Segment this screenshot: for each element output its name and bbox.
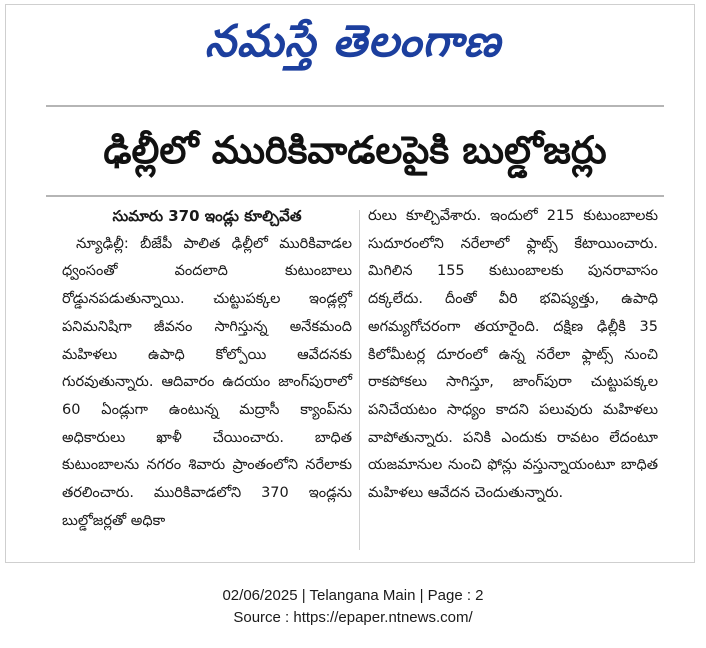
source-link[interactable]: Source : https://epaper.ntnews.com/ [233, 609, 473, 626]
headline-divider [46, 195, 664, 197]
top-divider [46, 105, 664, 107]
article-headline: ఢిల్లీలో మురికివాడలపైకి బుల్డోజర్లు [103, 128, 607, 172]
article-subheading: సుమారు 370 ఇండ్లు కూల్చివేత [112, 207, 302, 225]
article-body-right: రులు కూల్చివేశారు. ఇందులో 215 కుటుంబాలకు సుదూరంలోని నరేలాలో ఫ్లాట్స్ కేటాయించారు. మిగిలిన 155 కుటుంబాలకు పునరావాసం దక్కలేదు. దీంతో వీరి భవిష్యత్తు, ఉపాధి అగమ్యగోచరంగా తయారైంది. దక్షిణ ఢిల్లీకి 35 కిలోమీటర్ల దూరంలో ఉన్న నరేలా ఫ్లాట్స్ నుంచి రాకపోకలు సాగిస్తూ, జాంగ్‌పురా చుట్టుపక్కల పనిచేయటం సాధ్యం కాదని పలువురు మహిళలు వాపోతున్నారు. పనికి ఎందుకు రావటం లేదంటూ యజమానుల నుంచి ఫోన్లు వస్తున్నాయంటూ బాధిత మహిళలు ఆవేదన చెందుతున్నారు. [368, 208, 658, 502]
column-divider [359, 210, 360, 550]
edition-info: 02/06/2025 | Telangana Main | Page : 2 [222, 587, 484, 604]
article-column-right [368, 203, 658, 508]
clipping-footer [0, 585, 706, 629]
article-body-left: న్యూఢిల్లీ: బీజేపీ పాలిత ఢిల్లీలో మురికివాడల ధ్వంసంతో వందలాది కుటుంబాలు రోడ్డునపడుతున్నాయి. చుట్టుపక్కల ఇండ్లల్లో పనిమనిషిగా జీవనం సాగిస్తున్న అనేకమంది మహిళలు ఉపాధి కోల్పోయి ఆవేదనకు గురవుతున్నారు. ఆదివారం ఉదయం జాంగ్‌పురాలో 60 ఏండ్లుగా ఉంటున్న మద్రాసీ క్యాంప్‌ను అధికారులు ఖాళీ చేయించారు. బాధిత కుటుంబాలను నగరం శివారు ప్రాంతంలోని నరేలాకు తరలించారు. మురికివాడలోని 370 ఇండ్లను బుల్డోజర్లతో అధికా [62, 235, 352, 529]
newspaper-masthead: నమస్తే తెలంగాణ [204, 16, 502, 67]
article-column-left [62, 203, 352, 535]
